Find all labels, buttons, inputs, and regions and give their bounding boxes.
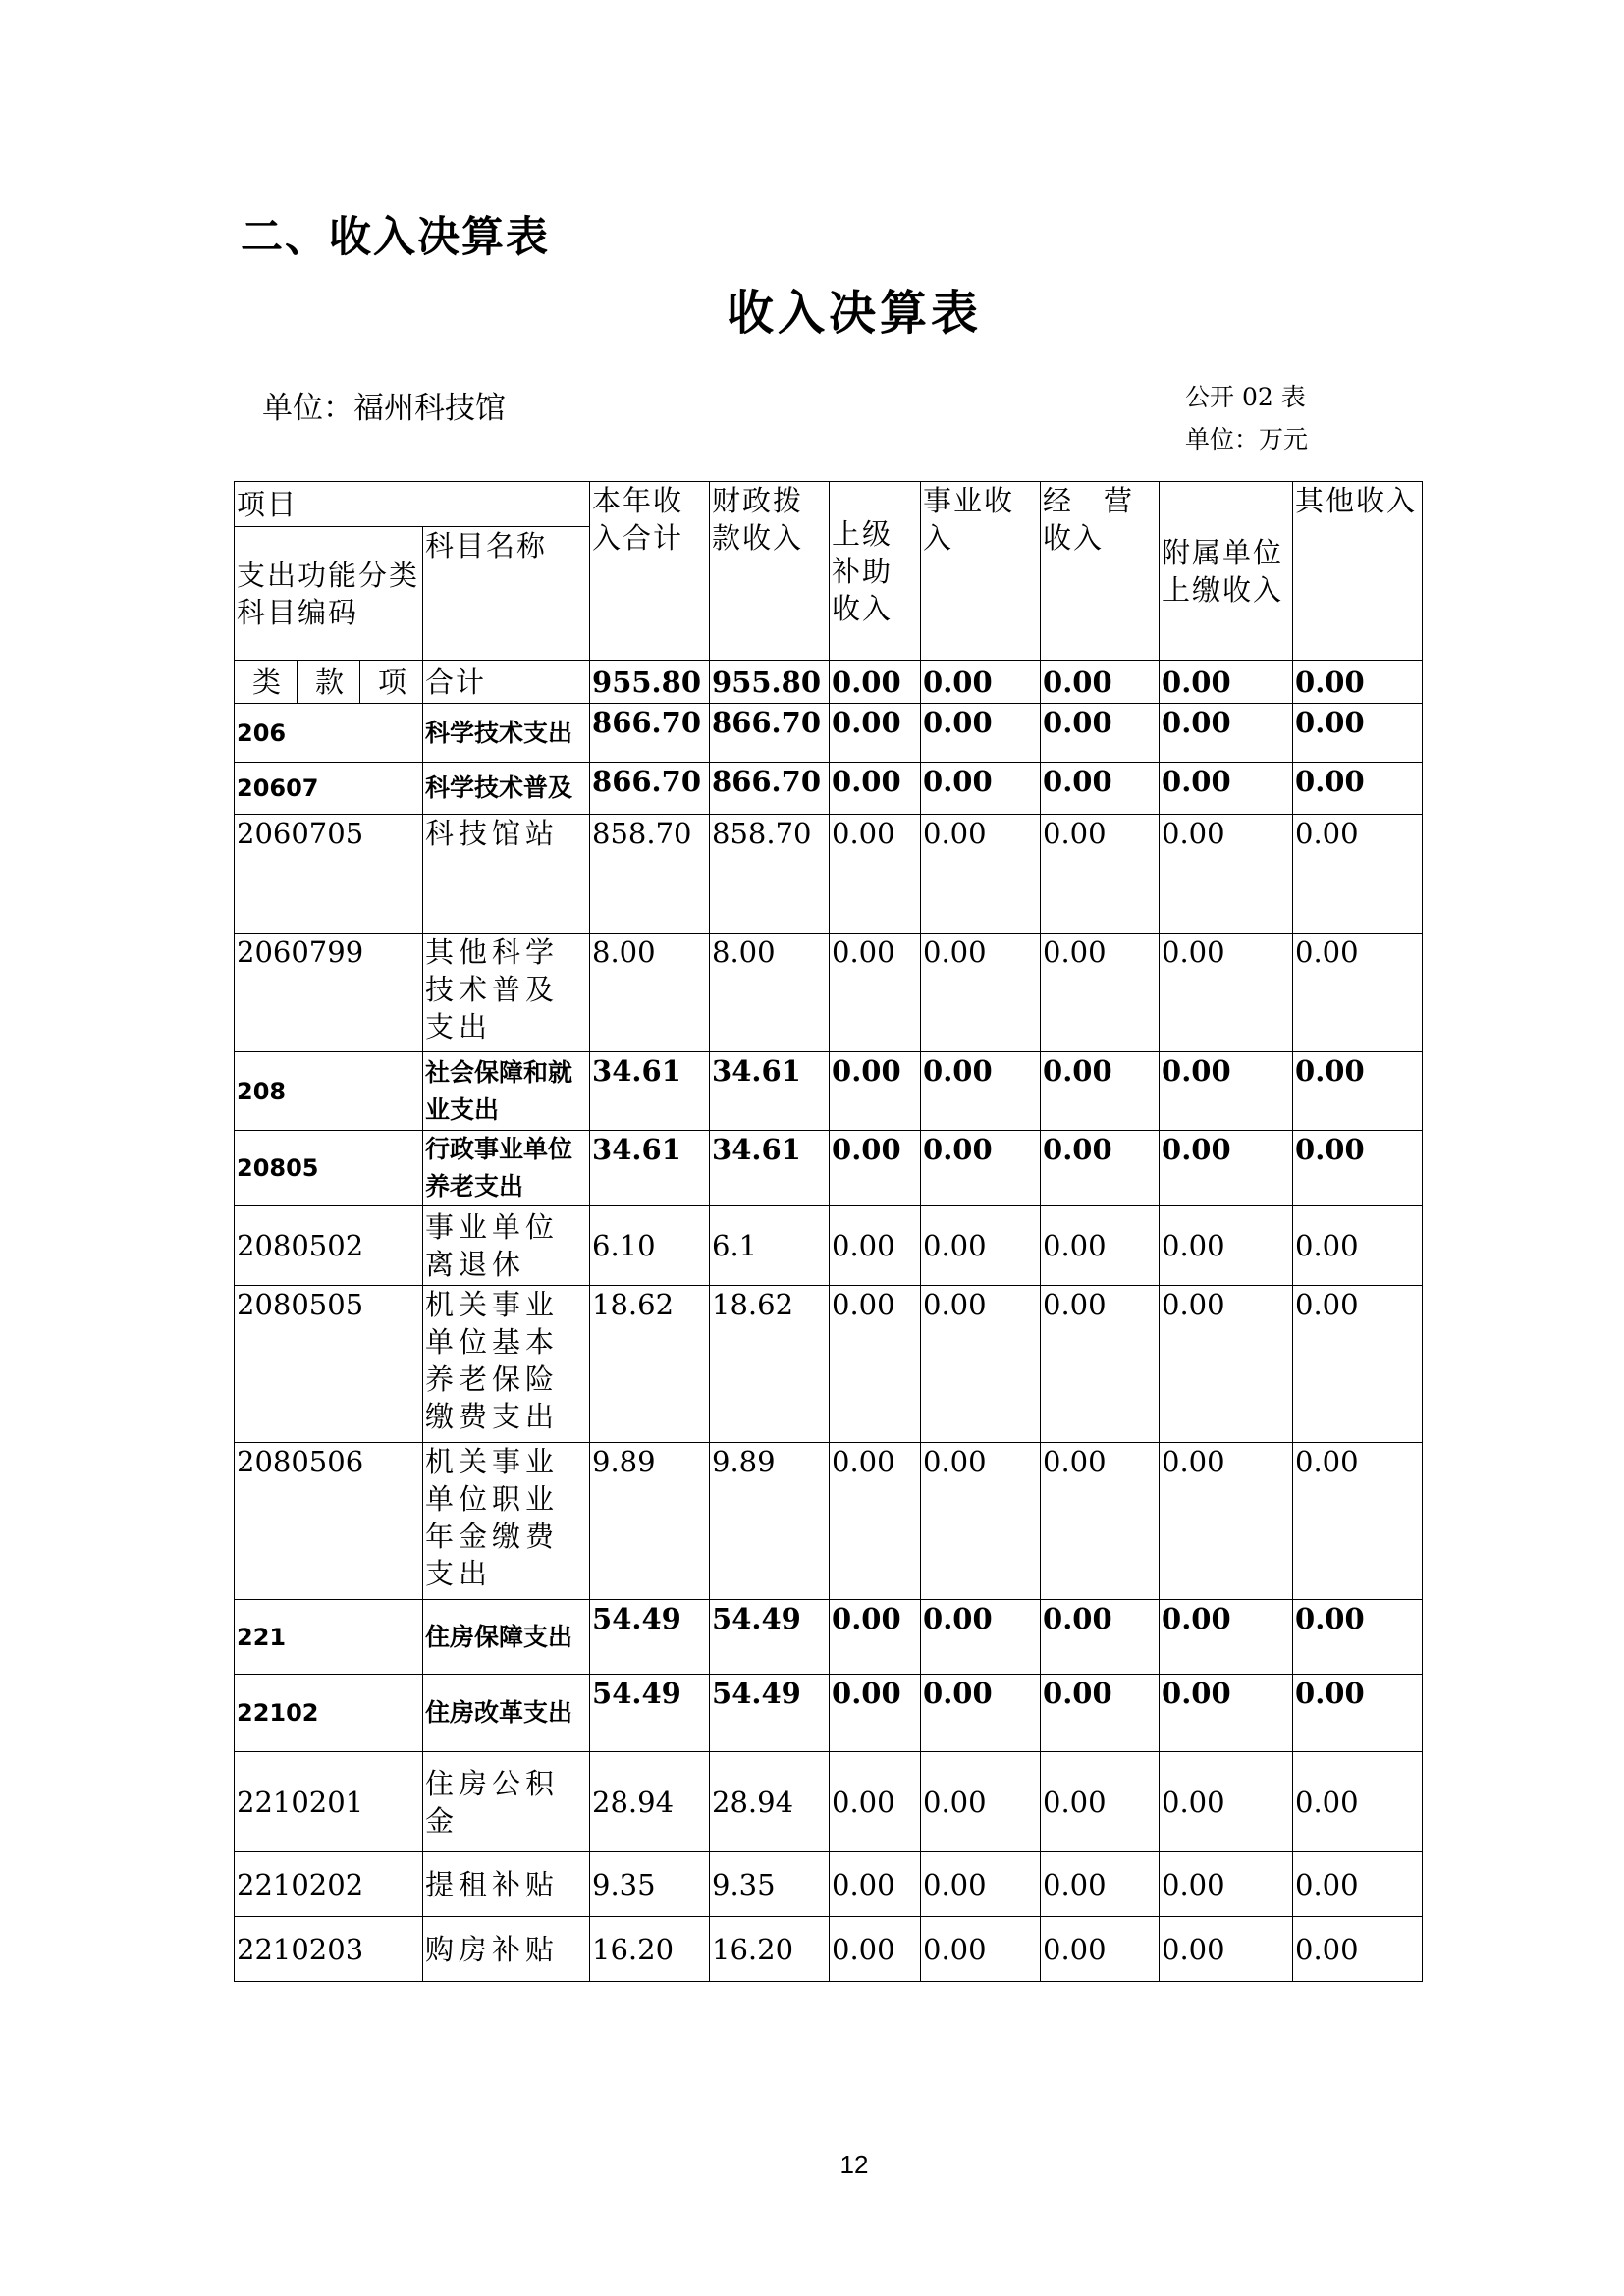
row-value: 0.00	[921, 1675, 1041, 1752]
row-value: 0.00	[1293, 815, 1423, 934]
row-code: 2080502	[235, 1206, 423, 1286]
row-value: 0.00	[1041, 934, 1160, 1052]
table-row	[235, 1752, 1423, 1852]
row-name: 住房改革支出	[423, 1675, 590, 1752]
header-project: 项目	[235, 482, 590, 527]
row-value: 0.00	[830, 1675, 921, 1752]
table-row	[235, 815, 1423, 934]
row-code: 2060705	[235, 815, 423, 934]
table-row	[235, 1286, 1423, 1443]
header-kuan: 款	[298, 661, 360, 704]
row-value: 0.00	[921, 704, 1041, 763]
row-value: 0.00	[1293, 704, 1423, 763]
header-col-total: 本年收入合计	[590, 482, 710, 661]
row-value: 0.00	[1293, 1675, 1423, 1752]
row-value: 9.35	[710, 1852, 830, 1917]
total-value: 0.00	[921, 661, 1041, 704]
row-value: 54.49	[590, 1675, 710, 1752]
row-value: 0.00	[921, 763, 1041, 815]
table-row	[235, 1131, 1423, 1206]
row-value: 0.00	[1160, 1600, 1293, 1675]
row-value: 18.62	[590, 1286, 710, 1443]
table-row	[235, 1917, 1423, 1982]
row-value: 0.00	[1041, 1675, 1160, 1752]
row-name: 其他科学技术普及支出	[423, 934, 590, 1052]
row-value: 0.00	[1041, 1206, 1160, 1286]
total-value: 0.00	[1293, 661, 1423, 704]
row-value: 16.20	[710, 1917, 830, 1982]
header-col-superior: 上级补助收入	[830, 482, 921, 661]
row-value: 0.00	[830, 815, 921, 934]
row-code: 206	[235, 704, 423, 763]
row-name: 行政事业单位养老支出	[423, 1131, 590, 1206]
row-code: 221	[235, 1600, 423, 1675]
row-value: 0.00	[1041, 763, 1160, 815]
row-code: 2210203	[235, 1917, 423, 1982]
row-value: 0.00	[830, 1917, 921, 1982]
row-value: 0.00	[830, 1052, 921, 1131]
header-func-code: 支出功能分类科目编码	[235, 527, 423, 661]
header-xiang: 项	[360, 661, 423, 704]
row-value: 0.00	[830, 1600, 921, 1675]
document-title: 收入决算表	[726, 286, 982, 341]
row-value: 0.00	[921, 1131, 1041, 1206]
row-value: 0.00	[1160, 763, 1293, 815]
row-value: 0.00	[1293, 1852, 1423, 1917]
row-value: 0.00	[921, 1052, 1041, 1131]
row-value: 0.00	[921, 1852, 1041, 1917]
row-value: 0.00	[921, 1443, 1041, 1600]
row-value: 18.62	[710, 1286, 830, 1443]
row-value: 0.00	[830, 1131, 921, 1206]
row-name: 提租补贴	[423, 1852, 590, 1917]
row-value: 866.70	[710, 763, 830, 815]
row-value: 0.00	[830, 1752, 921, 1852]
organization-unit: 单位：福州科技馆	[262, 391, 506, 426]
row-value: 0.00	[1041, 1852, 1160, 1917]
row-value: 0.00	[1293, 1752, 1423, 1852]
row-value: 0.00	[1041, 704, 1160, 763]
row-value: 0.00	[921, 934, 1041, 1052]
row-value: 0.00	[1293, 1917, 1423, 1982]
row-value: 0.00	[1160, 1206, 1293, 1286]
page-number: 12	[839, 2150, 869, 2179]
row-value: 54.49	[710, 1675, 830, 1752]
row-value: 0.00	[1160, 1052, 1293, 1131]
total-row	[235, 661, 1423, 704]
row-value: 0.00	[1041, 1052, 1160, 1131]
table-row	[235, 1852, 1423, 1917]
row-code: 2080506	[235, 1443, 423, 1600]
header-col-business: 事业收入	[921, 482, 1041, 661]
row-code: 208	[235, 1052, 423, 1131]
total-value: 955.80	[590, 661, 710, 704]
table-row	[235, 934, 1423, 1052]
row-value: 0.00	[1160, 1917, 1293, 1982]
row-value: 0.00	[1160, 1286, 1293, 1443]
total-value: 0.00	[830, 661, 921, 704]
row-name: 购房补贴	[423, 1917, 590, 1982]
row-name: 事业单位离退休	[423, 1206, 590, 1286]
row-value: 858.70	[710, 815, 830, 934]
row-value: 866.70	[710, 704, 830, 763]
row-value: 858.70	[590, 815, 710, 934]
row-name: 机关事业单位基本养老保险缴费支出	[423, 1286, 590, 1443]
row-value: 54.49	[590, 1600, 710, 1675]
row-code: 2210201	[235, 1752, 423, 1852]
row-value: 0.00	[1293, 1052, 1423, 1131]
row-value: 54.49	[710, 1600, 830, 1675]
row-value: 16.20	[590, 1917, 710, 1982]
row-value: 0.00	[1160, 1131, 1293, 1206]
row-value: 0.00	[921, 815, 1041, 934]
row-code: 2060799	[235, 934, 423, 1052]
row-value: 0.00	[1293, 1600, 1423, 1675]
row-value: 0.00	[921, 1286, 1041, 1443]
row-code: 2080505	[235, 1286, 423, 1443]
row-value: 0.00	[1041, 815, 1160, 934]
row-value: 0.00	[921, 1752, 1041, 1852]
header-lei: 类	[235, 661, 298, 704]
row-value: 0.00	[1293, 763, 1423, 815]
row-value: 9.89	[710, 1443, 830, 1600]
row-value: 34.61	[710, 1131, 830, 1206]
row-value: 866.70	[590, 763, 710, 815]
header-col-operating: 经 营收入	[1041, 482, 1160, 661]
row-value: 0.00	[1293, 1443, 1423, 1600]
row-value: 0.00	[1293, 934, 1423, 1052]
row-value: 0.00	[921, 1917, 1041, 1982]
row-name: 科学技术普及	[423, 763, 590, 815]
row-value: 8.00	[590, 934, 710, 1052]
row-value: 8.00	[710, 934, 830, 1052]
row-name: 社会保障和就业支出	[423, 1052, 590, 1131]
row-name: 住房保障支出	[423, 1600, 590, 1675]
header-row-1	[235, 482, 1423, 527]
table-row	[235, 1206, 1423, 1286]
table-row	[235, 1443, 1423, 1600]
row-value: 0.00	[1160, 815, 1293, 934]
row-value: 28.94	[590, 1752, 710, 1852]
row-value: 0.00	[830, 1206, 921, 1286]
row-value: 9.89	[590, 1443, 710, 1600]
row-name: 住房公积金	[423, 1752, 590, 1852]
row-value: 0.00	[1041, 1752, 1160, 1852]
row-value: 28.94	[710, 1752, 830, 1852]
header-col-other: 其他收入	[1293, 482, 1423, 661]
row-value: 0.00	[830, 704, 921, 763]
total-value: 955.80	[710, 661, 830, 704]
row-name: 科技馆站	[423, 815, 590, 934]
row-value: 0.00	[1293, 1286, 1423, 1443]
row-value: 0.00	[1160, 1443, 1293, 1600]
row-value: 0.00	[921, 1206, 1041, 1286]
table-row	[235, 763, 1423, 815]
row-value: 0.00	[1160, 704, 1293, 763]
row-value: 0.00	[1041, 1131, 1160, 1206]
row-name: 机关事业单位职业年金缴费支出	[423, 1443, 590, 1600]
row-value: 34.61	[590, 1052, 710, 1131]
section-title: 二、收入决算表	[241, 213, 550, 262]
row-value: 0.00	[1160, 934, 1293, 1052]
row-value: 0.00	[830, 1443, 921, 1600]
row-code: 2210202	[235, 1852, 423, 1917]
header-subject-name: 科目名称	[423, 527, 590, 661]
total-value: 0.00	[1160, 661, 1293, 704]
row-value: 866.70	[590, 704, 710, 763]
row-code: 20805	[235, 1131, 423, 1206]
header-col-fiscal: 财政拨款收入	[710, 482, 830, 661]
row-value: 0.00	[1160, 1675, 1293, 1752]
row-value: 0.00	[1041, 1917, 1160, 1982]
row-value: 0.00	[1041, 1443, 1160, 1600]
table-row	[235, 1052, 1423, 1131]
row-value: 0.00	[830, 934, 921, 1052]
row-value: 0.00	[830, 763, 921, 815]
row-value: 0.00	[830, 1286, 921, 1443]
row-value: 0.00	[1160, 1852, 1293, 1917]
header-col-affiliate: 附属单位上缴收入	[1160, 482, 1293, 661]
table-row	[235, 1675, 1423, 1752]
row-value: 9.35	[590, 1852, 710, 1917]
row-value: 6.10	[590, 1206, 710, 1286]
row-value: 0.00	[830, 1852, 921, 1917]
table-row	[235, 1600, 1423, 1675]
row-value: 0.00	[1041, 1286, 1160, 1443]
row-name: 科学技术支出	[423, 704, 590, 763]
total-value: 0.00	[1041, 661, 1160, 704]
row-value: 0.00	[1041, 1600, 1160, 1675]
row-value: 0.00	[1160, 1752, 1293, 1852]
row-code: 20607	[235, 763, 423, 815]
row-value: 34.61	[590, 1131, 710, 1206]
row-code: 22102	[235, 1675, 423, 1752]
row-value: 34.61	[710, 1052, 830, 1131]
row-value: 0.00	[1293, 1206, 1423, 1286]
row-value: 0.00	[921, 1600, 1041, 1675]
total-label: 合计	[423, 661, 590, 704]
row-value: 6.1	[710, 1206, 830, 1286]
form-number: 公开 02 表	[1185, 383, 1306, 411]
income-table	[234, 481, 1423, 1982]
currency-unit: 单位：万元	[1185, 425, 1309, 454]
row-value: 0.00	[1293, 1131, 1423, 1206]
table-row	[235, 704, 1423, 763]
